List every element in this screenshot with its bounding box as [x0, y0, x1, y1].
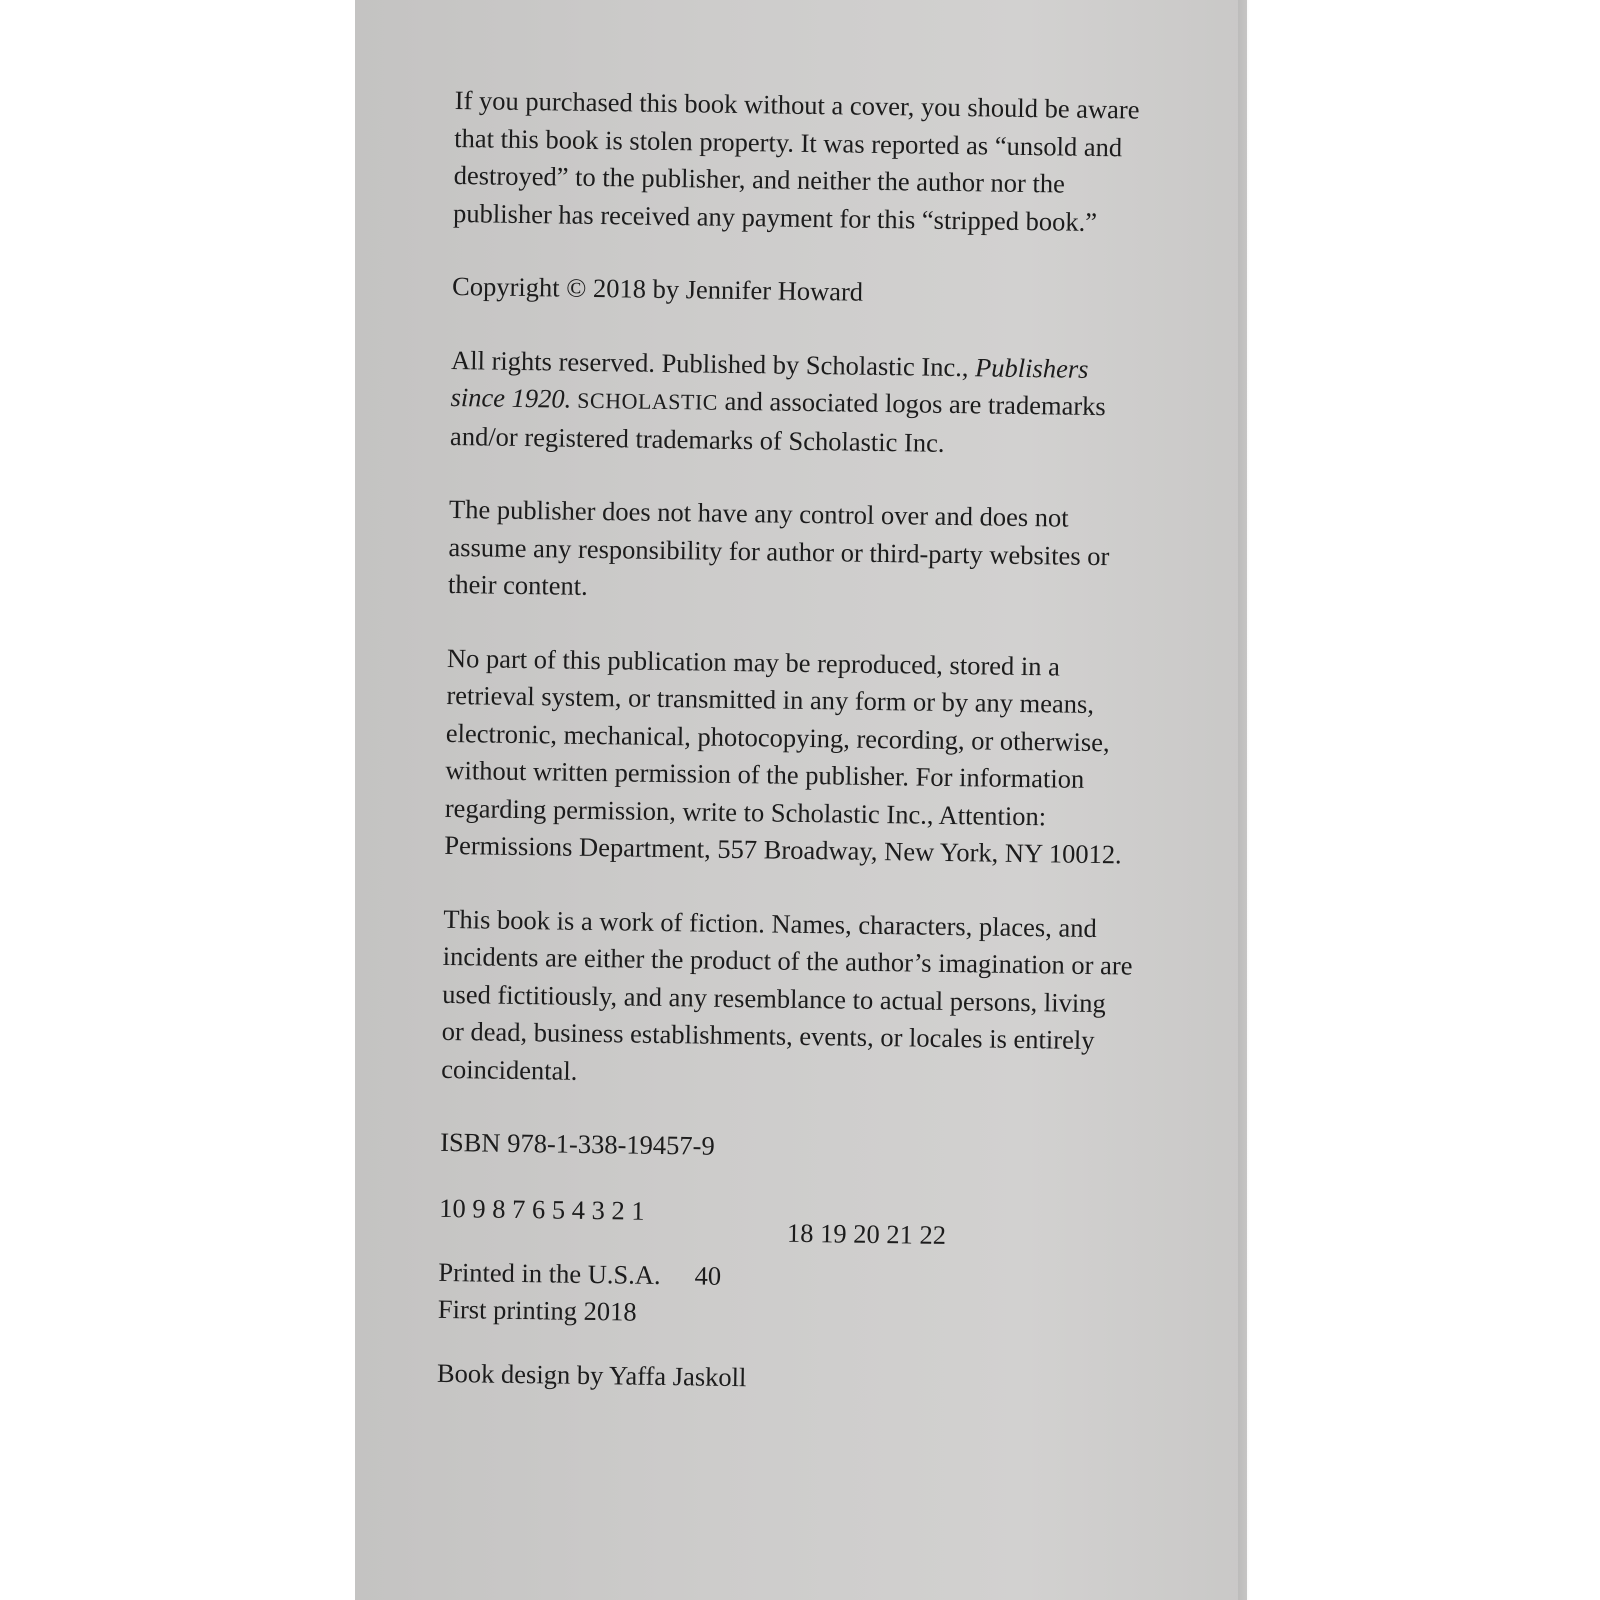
book-design-credit: Book design by Yaffa Jaskoll	[436, 1357, 747, 1392]
rights-text-part2: and associated logos are trademarks and/or registered trademarks of Scholastic Inc.	[449, 385, 1106, 458]
fiction-notice: This book is a work of fiction. Names, characters, places, and incidents are either the product of the author’s imagination or are used fictitiously, and any resemblance to actual persons, living or dead, business establishments, events, or locales is entirely coincidental.	[441, 903, 1133, 1086]
printed-in-country: Printed in the U.S.A.	[438, 1256, 661, 1290]
first-printing: First printing 2018	[437, 1293, 637, 1327]
rights-statement	[450, 341, 1142, 464]
print-number-row	[439, 1189, 1130, 1251]
scholastic-brand: SCHOLASTIC	[571, 387, 719, 415]
stripped-book-notice: If you purchased this book without a cover, you should be aware that this book is stolen property. It was reported as “unsold and destroyed” to the publisher, and neither the author nor the publisher has received any payment for this “stripped book.”	[452, 84, 1140, 237]
copyright-text-block	[437, 82, 1145, 1402]
publisher-disclaimer: The publisher does not have any control over and does not assume any responsibility for author or third-party websites or their content.	[447, 493, 1110, 601]
page-edge-shadow	[1238, 0, 1250, 1600]
printer-code: 40	[694, 1259, 722, 1291]
print-year-numbers: 18 19 20 21 22	[786, 1217, 947, 1250]
print-run-numbers: 10 9 8 7 6 5 4 3 2 1	[439, 1192, 645, 1226]
copyright-page	[355, 0, 1247, 1600]
reproduction-notice: No part of this publication may be reproduced, stored in a retrieval system, or transmitted in any form or by any means, electronic, mechanical, photocopying, recording, or otherwise, without written permission of the publisher. For information regarding permission, write to Scholastic Inc., Attention: Permissions Department, 557 Broadway, New York, NY 10012.	[444, 642, 1122, 870]
rights-text-part1: All rights reserved. Published by Scholastic Inc.,	[450, 344, 976, 382]
publisher-since-italic: Publishers since 1920.	[450, 351, 1089, 414]
copyright-line: Copyright © 2018 by Jennifer Howard	[451, 270, 864, 307]
isbn: ISBN 978-1-338-19457-9	[439, 1126, 715, 1161]
